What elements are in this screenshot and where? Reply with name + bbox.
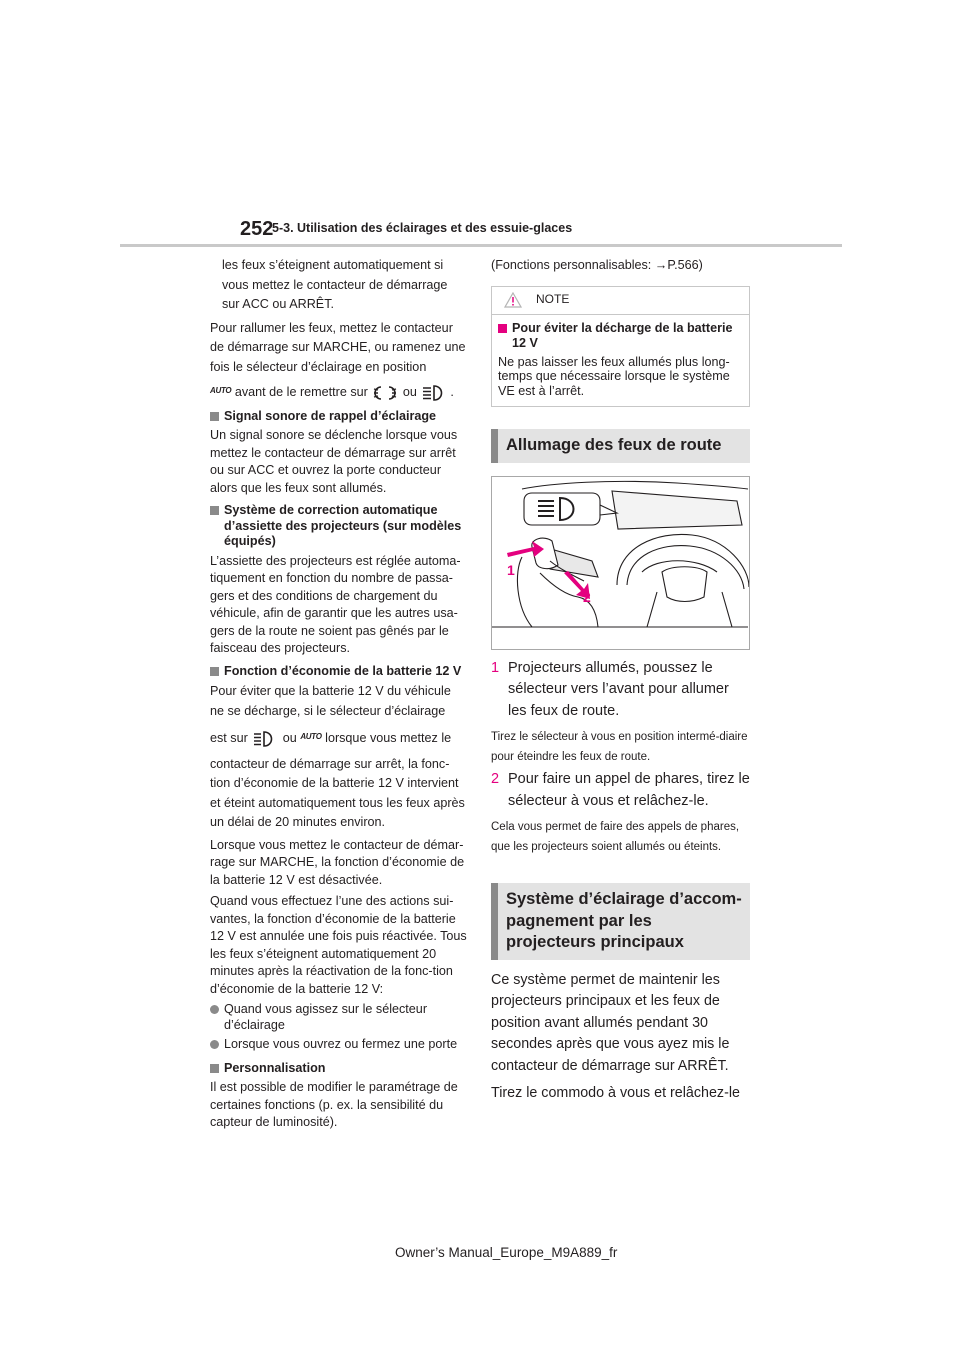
section-heading	[491, 429, 750, 463]
lever-illustration	[491, 476, 750, 650]
subsection-title: Signal sonore de rappel d’éclairage	[210, 409, 468, 425]
section-title: 5-3. Utilisation des éclairages et des essuie-glaces	[272, 221, 573, 235]
page-number: 252	[240, 218, 274, 240]
bullet-icon	[210, 1005, 219, 1014]
list-item: Lorsque vous ouvrez ou fermez une porte	[210, 1037, 468, 1053]
step-number: 2	[491, 771, 500, 787]
heading-bar	[491, 429, 498, 463]
paragraph: est sur ou $^{AUTO}$ lorsque vous mettez le	[210, 727, 468, 749]
paragraph: Ce système permet de maintenir les projecteurs principaux et les feux de position avant allumés pendant 30 secondes après que vous ayez mis le contacteur de démarrage sur ARRÊT.	[491, 971, 730, 1074]
paragraph: Un signal sonore se déclenche lorsque vous mettez le contacteur de démarrage sur arrêt ou sur ACC et ouvrez la porte conducteur alors que les feux sont allumés.	[210, 428, 458, 495]
paragraph: les feux s’éteignent automatiquement si vous mettez le contacteur de démarrage sur ACC ou ARRÊT.	[222, 258, 448, 311]
paragraph: Il est possible de modifier le paramétrage de certaines fonctions (p. ex. la sensibilité du capteur de luminosité).	[210, 1080, 458, 1130]
tail-light-icon	[373, 383, 397, 403]
square-bullet-icon	[498, 324, 507, 333]
step-2	[491, 769, 750, 812]
note-text: Ne pas laisser les feux allumés plus long-temps que nécessaire lorsque le système VE est à l’arrêt.	[498, 354, 730, 398]
inline-text: avant de le remettre sur	[234, 385, 368, 399]
step-number: 1	[491, 659, 500, 676]
warning-icon	[504, 292, 522, 308]
paragraph: Pour rallumer les feux, mettez le contacteur de démarrage sur MARCHE, ou ramenez une fois le sélecteur d’éclairage en position	[210, 320, 466, 374]
callout-1: 1	[507, 561, 515, 578]
right-column	[491, 256, 750, 1105]
paragraph: Quand vous effectuez l’une des actions sui-vantes, la fonction d’économie de la batterie 12 V est annulée une fois puis réactivée. Tous les feux s’éteignent automatiquement 20 minutes après la réactivation de la fonc-tion d’économie de la batterie 12 V:	[210, 894, 467, 996]
cross-reference: (Fonctions personnalisables: →P.566)	[491, 258, 703, 272]
note-body	[492, 315, 749, 407]
paragraph: Tirez le commodo à vous et relâchez-le	[491, 1085, 740, 1101]
note-header	[492, 287, 749, 315]
bullet-icon	[210, 1040, 219, 1049]
paragraph: Pour éviter que la batterie 12 V du véhicule ne se décharge, si le sélecteur d’éclairage	[210, 684, 451, 718]
callout-2: 2	[583, 588, 591, 605]
subsection-title: Personnalisation	[210, 1061, 468, 1077]
square-bullet-icon	[210, 667, 219, 676]
list-item: Quand vous agissez sur le sélecteur d’éclairage	[210, 1002, 468, 1033]
inline-text: ou	[402, 385, 417, 399]
square-bullet-icon	[210, 1064, 219, 1073]
step-text: Pour faire un appel de phares, tirez le sélecteur à vous et relâchez-le.	[508, 771, 750, 809]
paragraph	[210, 381, 468, 403]
step-note: Tirez le sélecteur à vous en position intermé-diaire pour éteindre les feux de route.	[491, 731, 748, 763]
subsection-title: Fonction d’économie de la batterie 12 V	[210, 664, 468, 680]
auto-icon: AUTO	[300, 732, 322, 742]
left-column	[210, 256, 468, 1132]
paragraph: L’assiette des projecteurs est réglée automa-tiquement en fonction du nombre de passa-gers et des conditions de chargement du véhicule, afin de garantir que les autres usa-gers de la route ne soient pas gênés par le faisceau des projecteurs.	[210, 553, 461, 656]
dashboard-drawing	[492, 477, 749, 649]
headlight-icon	[253, 729, 277, 749]
note-label: NOTE	[536, 292, 570, 307]
inline-text: .	[450, 385, 454, 399]
step-1	[491, 658, 750, 723]
header-rule	[120, 244, 842, 247]
square-bullet-icon	[210, 412, 219, 421]
paragraph: contacteur de démarrage sur arrêt, la fonc-tion d’économie de la batterie 12 V intervient et éteint automatiquement tous les feux après un délai de 20 minutes environ.	[210, 756, 465, 830]
heading-text: Allumage des feux de route	[506, 436, 722, 454]
note-title: Pour éviter la décharge de la batterie 12 V	[498, 321, 743, 352]
heading-text: Système d’éclairage d’accom-pagnement par les projecteurs principaux	[506, 890, 742, 951]
paragraph: Lorsque vous mettez le contacteur de démar-rage sur MARCHE, la fonction d’économie de la batterie 12 V est désactivée.	[210, 837, 465, 887]
square-bullet-icon	[210, 506, 219, 515]
subsection-title: Système de correction automatique d’assiette des projecteurs (sur modèles équipés)	[210, 503, 468, 550]
headlight-icon	[422, 383, 448, 403]
step-note: Cela vous permet de faire des appels de phares, que les projecteurs soient allumés ou éteints.	[491, 821, 740, 853]
footer: Owner’s Manual_Europe_M9A889_fr	[395, 1245, 618, 1260]
section-heading	[491, 883, 750, 960]
note-box	[491, 286, 750, 408]
heading-bar	[491, 883, 498, 960]
auto-icon: AUTO	[210, 386, 232, 395]
step-text: Projecteurs allumés, poussez le sélecteur vers l’avant pour allumer les feux de route.	[508, 659, 729, 719]
